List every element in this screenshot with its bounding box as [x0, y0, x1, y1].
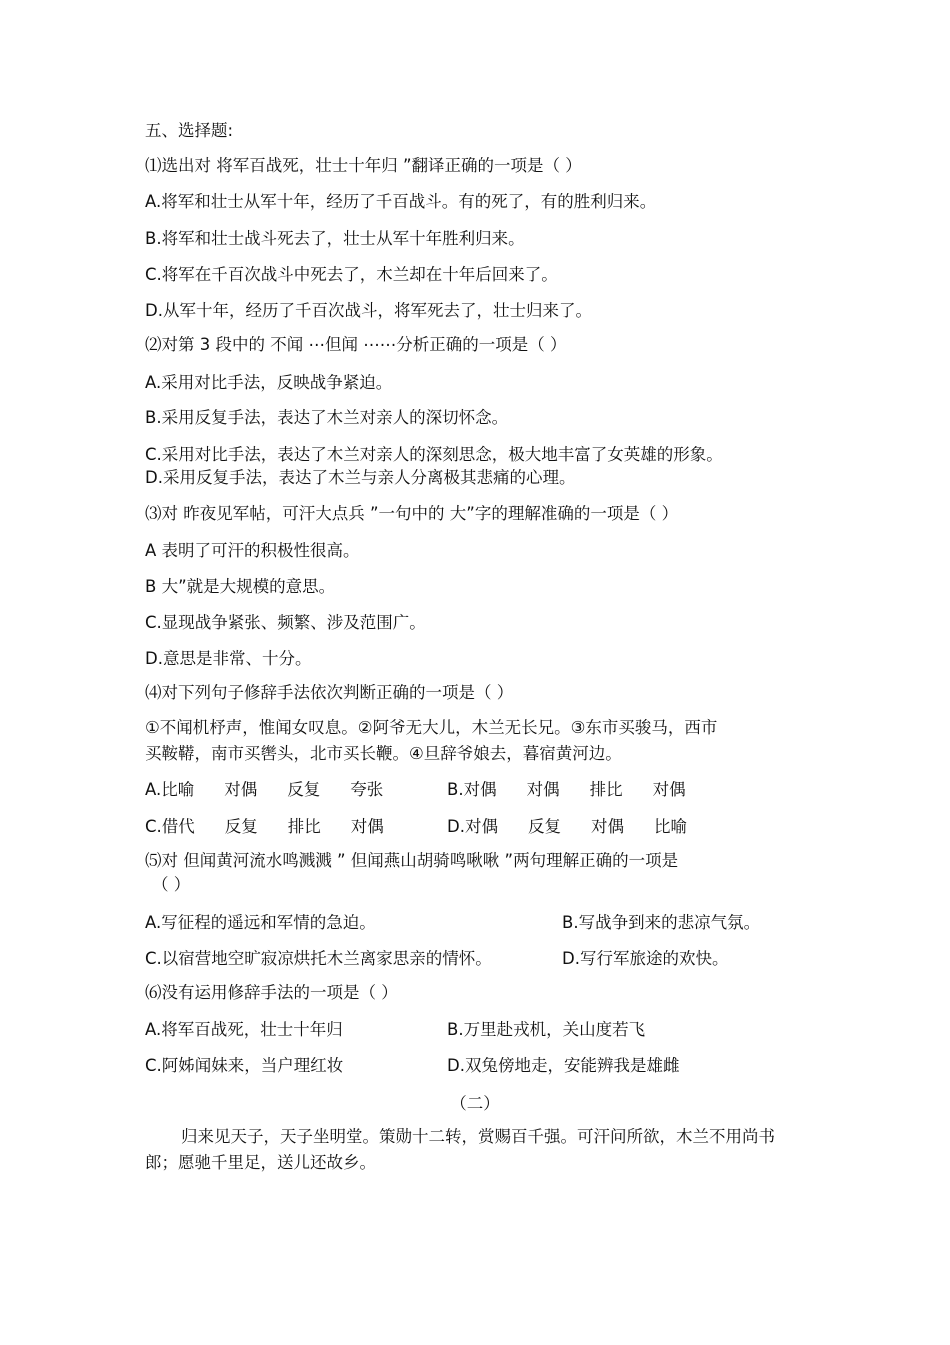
question-3-option-a: A 表明了可汗的积极性很高。 [145, 541, 360, 560]
option-term: 对偶 [526, 780, 560, 799]
question-3-option-b: B 大”就是大规模的意思。 [145, 577, 336, 596]
question-6-option-b: B.万里赴戎机，关山度若飞 [447, 1020, 646, 1039]
part-two-heading: （二） [450, 1094, 500, 1113]
question-2-option-a: A.采用对比手法，反映战争紧迫。 [145, 373, 393, 392]
option-term: 对偶 [464, 817, 498, 836]
question-6-stem: ⑹没有运用修辞手法的一项是（ ） [145, 983, 398, 1002]
question-5-option-a: A.写征程的遥远和军情的急迫。 [145, 913, 376, 932]
question-4-option-a [145, 780, 413, 800]
option-term: 对偶 [350, 817, 384, 836]
option-term: 对偶 [463, 780, 497, 799]
question-5-option-b: B.写战争到来的悲凉气氛。 [562, 913, 761, 932]
option-term: 排比 [287, 817, 321, 836]
question-4-stem: ⑷对下列句子修辞手法依次判断正确的一项是（ ） [145, 683, 514, 702]
question-2-option-c: C.采用对比手法，表达了木兰对亲人的深刻思念，极大地丰富了女英雄的形象。 [145, 445, 723, 464]
question-6-option-d: D.双兔傍地走，安能辨我是雄雌 [447, 1056, 680, 1075]
question-5-answer-paren: （ ） [152, 875, 191, 894]
question-4-option-b [447, 780, 716, 800]
passage-paragraph: 归来见天子，天子坐明堂。策勋十二转，赏赐百千强。可汗问所欲，木兰不用尚书郎；愿驰千里足，送儿还故乡。 [145, 1127, 775, 1172]
question-1-stem: ⑴选出对 将军百战死，壮士十年归 ”翻译正确的一项是（ ） [145, 156, 582, 175]
question-4-option-c [145, 817, 414, 837]
question-3-option-c: C.显现战争紧张、频繁、涉及范围广。 [145, 613, 426, 632]
question-6-option-c: C.阿姊闻妹来，当户理红妆 [145, 1056, 344, 1075]
option-label: C. [145, 817, 162, 836]
question-6-option-a: A.将军百战死，壮士十年归 [145, 1020, 343, 1039]
question-1-option-c: C.将军在千百次战斗中死去了，木兰却在十年后回来了。 [145, 265, 558, 284]
option-term: 反复 [224, 817, 258, 836]
option-term: 对偶 [224, 780, 258, 799]
question-5-option-d: D.写行军旅途的欢快。 [562, 949, 729, 968]
option-term: 比喻 [161, 780, 195, 799]
question-3-stem: ⑶对 昨夜见军帖，可汗大点兵 ”一句中的 大”字的理解准确的一项是（ ） [145, 504, 679, 523]
question-2-option-d: D.采用反复手法，表达了木兰与亲人分离极其悲痛的心理。 [145, 468, 576, 487]
option-label: D. [447, 817, 465, 836]
question-5-stem: ⑸对 但闻黄河流水鸣溅溅 ” 但闻燕山胡骑鸣啾啾 ”两句理解正确的一项是 [145, 851, 679, 870]
option-term: 反复 [527, 817, 561, 836]
option-label: A. [145, 780, 162, 799]
option-term: 对偶 [590, 817, 624, 836]
option-term: 排比 [589, 780, 623, 799]
section-title: 五、选择题: [145, 121, 234, 140]
option-term: 比喻 [653, 817, 687, 836]
question-5-option-c: C.以宿营地空旷寂凉烘托木兰离家思亲的情怀。 [145, 949, 492, 968]
option-term: 反复 [287, 780, 321, 799]
question-1-option-a: A.将军和壮士从军十年，经历了千百战斗。有的死了，有的胜利归来。 [145, 192, 657, 211]
question-2-stem: ⑵对第 3 段中的 不闻 ⋯但闻 ⋯⋯分析正确的一项是（ ） [145, 335, 567, 354]
question-3-option-d: D.意思是非常、十分。 [145, 649, 312, 668]
question-1-option-d: D.从军十年，经历了千百次战斗，将军死去了，壮士归来了。 [145, 301, 592, 320]
option-term: 夸张 [350, 780, 384, 799]
question-4-sentences-line-1: ①不闻机杼声，惟闻女叹息。②阿爷无大儿，木兰无长兄。③东市买骏马，西市 [145, 718, 718, 737]
question-4-sentences-line-2: 买鞍鞯，南市买辔头，北市买长鞭。④旦辞爷娘去，暮宿黄河边。 [145, 744, 622, 763]
question-2-option-b: B.采用反复手法，表达了木兰对亲人的深切怀念。 [145, 408, 509, 427]
option-term: 对偶 [652, 780, 686, 799]
question-4-option-d [447, 817, 717, 837]
question-1-option-b: B.将军和壮士战斗死去了，壮士从军十年胜利归来。 [145, 229, 525, 248]
option-term: 借代 [161, 817, 195, 836]
option-label: B. [447, 780, 464, 799]
